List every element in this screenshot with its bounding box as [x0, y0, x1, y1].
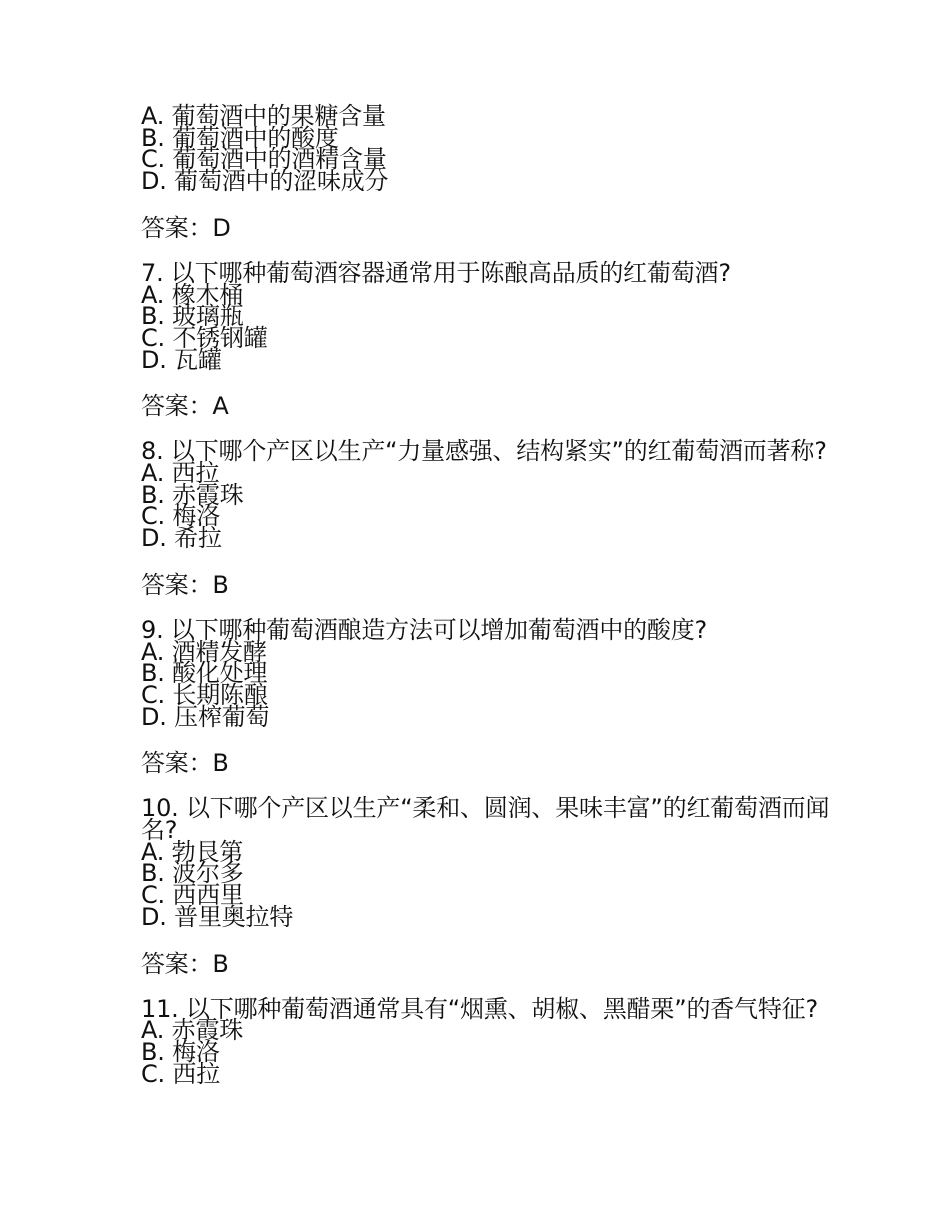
- quiz-content: [141, 102, 831, 1088]
- option-c: C. 西拉: [141, 1059, 221, 1088]
- answer-line: [141, 214, 831, 242]
- answer-label: 答案：: [141, 213, 213, 242]
- answer-value: B: [212, 949, 229, 978]
- answer-value: B: [212, 749, 229, 778]
- question-text: 9. 以下哪种葡萄酒酿造方法可以增加葡萄酒中的酸度?: [141, 615, 708, 644]
- answer-line: [141, 950, 831, 978]
- option-a: A. 赤霞珠: [141, 1016, 244, 1045]
- question-block-11: [141, 994, 831, 1088]
- answer-value: B: [212, 570, 229, 599]
- option-d: D. 普里奥拉特: [141, 902, 294, 931]
- option-a: A. 西拉: [141, 459, 220, 488]
- option-b: B. 葡萄酒中的酸度: [141, 123, 339, 152]
- question-text: 8. 以下哪个产区以生产“力量感强、结构紧实”的红葡萄酒而著称?: [141, 437, 827, 466]
- option-b: B. 赤霞珠: [141, 480, 244, 509]
- answer-label: 答案：: [141, 570, 213, 599]
- option-d: D. 压榨葡萄: [141, 702, 270, 731]
- option-c: C. 不锈钢罐: [141, 323, 268, 352]
- option-b: B. 酸化处理: [141, 659, 268, 688]
- option-a: A. 橡木桶: [141, 280, 244, 309]
- answer-value: A: [212, 392, 229, 421]
- option-c: C. 梅洛: [141, 502, 221, 531]
- question-text: 10. 以下哪个产区以生产“柔和、圆润、果味丰富”的红葡萄酒而闻名?: [141, 794, 830, 845]
- question-text: 11. 以下哪种葡萄酒通常具有“烟熏、胡椒、黑醋栗”的香气特征?: [141, 994, 819, 1023]
- answer-line: [141, 392, 831, 420]
- option-a: A. 勃艮第: [141, 837, 244, 866]
- option-b: B. 梅洛: [141, 1037, 220, 1066]
- option-d: D. 希拉: [141, 524, 222, 553]
- option-b: B. 波尔多: [141, 859, 244, 888]
- option-c: C. 西西里: [141, 881, 244, 910]
- answer-label: 答案：: [141, 749, 213, 778]
- option-a: A. 酒精发酵: [141, 637, 267, 666]
- question-block-6: [141, 102, 831, 242]
- question-block-7: [141, 258, 831, 421]
- question-block-10: [141, 794, 831, 978]
- answer-label: 答案：: [141, 392, 213, 421]
- option-c: C. 长期陈酿: [141, 680, 268, 709]
- option-b: B. 玻璃瓶: [141, 302, 244, 331]
- question-block-9: [141, 615, 831, 778]
- option-d: D. 葡萄酒中的涩味成分: [141, 167, 389, 196]
- question-block-8: [141, 437, 831, 599]
- answer-value: D: [212, 213, 231, 242]
- option-a: A. 葡萄酒中的果糖含量: [141, 102, 386, 130]
- option-d: D. 瓦罐: [141, 345, 222, 374]
- option-c: C. 葡萄酒中的酒精含量: [141, 145, 387, 174]
- answer-line: [141, 749, 831, 777]
- question-text: 7. 以下哪种葡萄酒容器通常用于陈酿高品质的红葡萄酒?: [141, 258, 731, 287]
- answer-label: 答案：: [141, 949, 213, 978]
- answer-line: [141, 571, 831, 599]
